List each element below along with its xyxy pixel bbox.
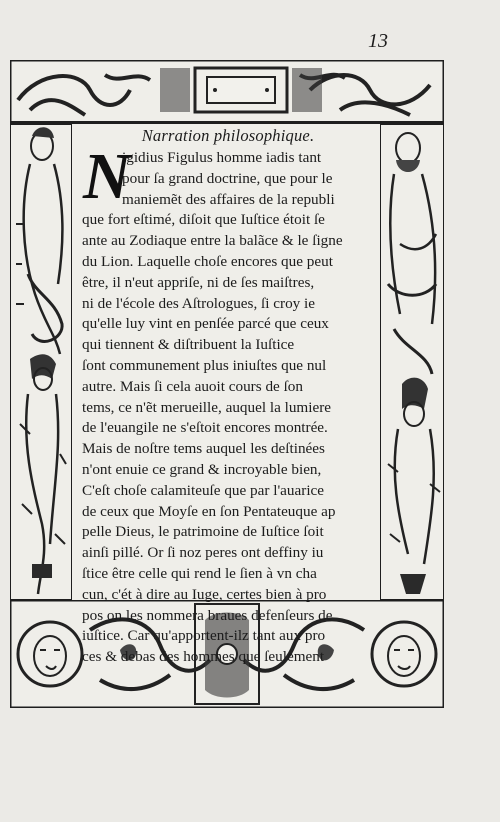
text-line: pour ſa grand doctrine, que pour le (122, 169, 333, 187)
text-line: cun, c'ét à dire au Iuge, certes bien à pro (82, 585, 327, 603)
text-line: n'ont enuie ce grand & incroyable bien, (82, 460, 322, 478)
text-line: ſtice être celle qui rend le ſien à vn cha (82, 564, 317, 582)
text-line: du Lion. Laquelle choſe encores que peut (82, 252, 333, 270)
text-line: Mais de noſtre tems auquel les deſtinées (82, 440, 325, 458)
text-line: maniemẽt des affaires de la republi (122, 190, 335, 208)
left-figure-border (10, 124, 72, 600)
text-line: ces & debas des hommes que ſeulement (82, 648, 325, 666)
text-line: de ceux que Moyſe en ſon Pentateuque ap (82, 502, 336, 520)
drop-cap: N (83, 140, 131, 213)
text-line: de l'euangile ne s'eſtoit encores montrée. (82, 419, 328, 437)
text-line: qu'elle luy vint en penſée parcé que ceux (82, 315, 329, 333)
text-line: ainſi pillé. Or ſi noz peres ont deffiny iu (82, 544, 324, 562)
text-line: être, il n'eut appriſe, ni de ſes maiſtres, (82, 273, 315, 291)
text-line: iuſtice. Car qu'apportent-ilz tant aux pro (82, 627, 326, 645)
text-line: pos on les nommera braues defenſeurs de (82, 606, 333, 624)
text-block (82, 126, 374, 666)
text-line: ſont communement plus iniuſtes que nul (82, 356, 327, 374)
top-ornament-border (10, 60, 444, 124)
text-line: qui tiennent & diſtribuent la Iuſtice (82, 336, 295, 354)
text-line: pelle Dieus, le patrimoine de Iuſtice ſoit (82, 523, 324, 541)
text-line: igidius Figulus homme iadis tant (122, 149, 322, 166)
text-line: que fort eſtimé, diſoit que Iuſtice étoit ſe (82, 211, 325, 229)
text-line: ante au Zodiaque entre la balãce & le ſigne (82, 232, 343, 250)
section-heading: Narration philosophique. (141, 126, 315, 145)
text-line: ni de l'école des Aſtrologues, ſi croy ie (82, 294, 316, 312)
text-line: autre. Mais ſi cela auoit cours de ſon (82, 377, 303, 395)
page-number: 13 (368, 30, 388, 52)
right-figure-border (380, 124, 444, 600)
text-line: C'eſt choſe calamiteuſe que par l'auarice (82, 481, 325, 499)
text-line: tems, ce n'ẽt merueille, auquel la lumiere (82, 398, 332, 416)
